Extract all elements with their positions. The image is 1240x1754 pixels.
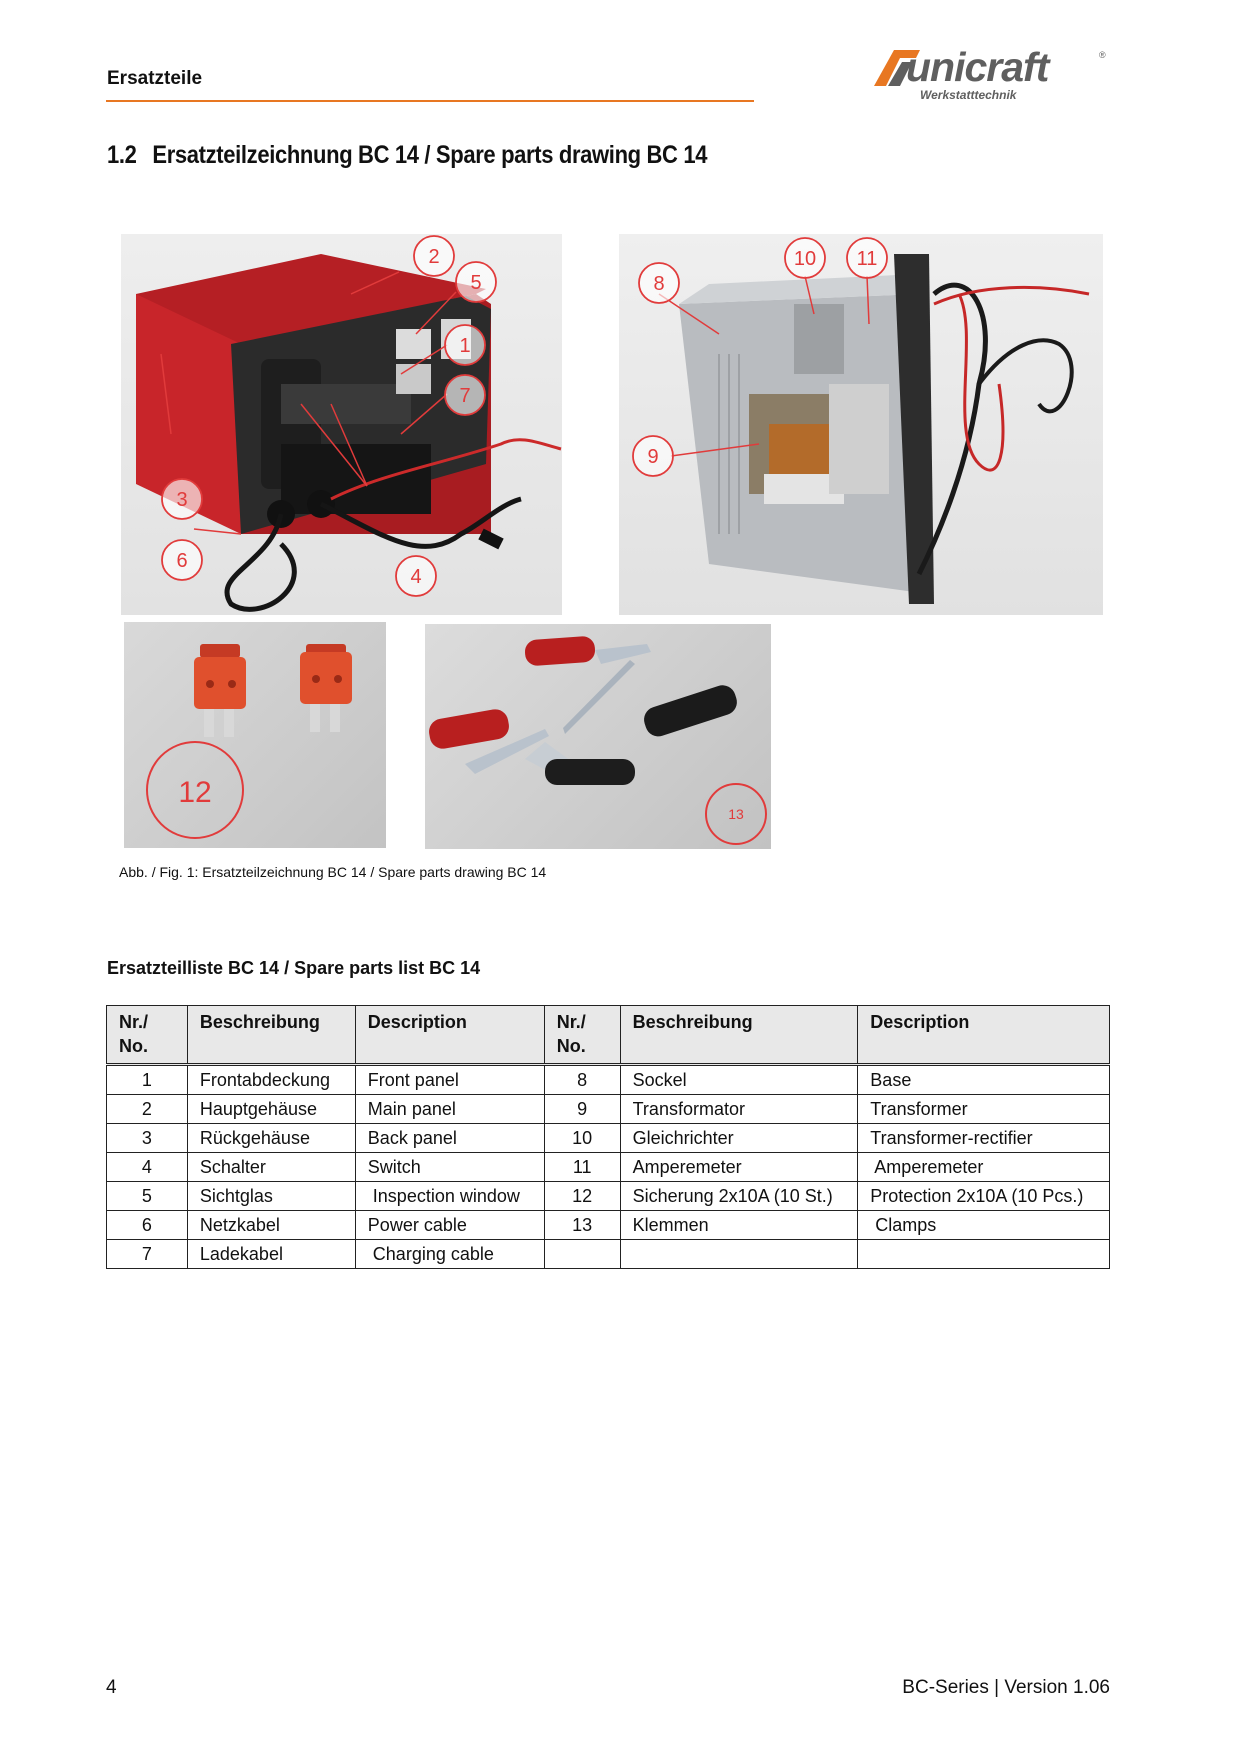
cell-description: Clamps: [858, 1211, 1110, 1240]
cell-description: Charging cable: [355, 1240, 544, 1269]
callout-12: 12: [178, 776, 212, 809]
cell-description: Power cable: [355, 1211, 544, 1240]
footer-version: BC-Series | Version 1.06: [902, 1677, 1110, 1698]
cell-beschreibung: Hauptgehäuse: [187, 1095, 355, 1124]
callout-7: 7: [459, 385, 471, 407]
cell-nr: 6: [107, 1211, 188, 1240]
cell-beschreibung: Netzkabel: [187, 1211, 355, 1240]
table-row: [107, 1211, 1110, 1240]
cell-beschreibung: Schalter: [187, 1153, 355, 1182]
fuses-photo: [124, 622, 386, 848]
cell-nr: 1: [107, 1065, 188, 1095]
cell-beschreibung: Gleichrichter: [620, 1124, 858, 1153]
cell-description: Transformer-rectifier: [858, 1124, 1110, 1153]
cell-nr: 11: [544, 1153, 620, 1182]
logo-registered: ®: [1099, 50, 1106, 60]
cell-beschreibung: Klemmen: [620, 1211, 858, 1240]
cell-description: Back panel: [355, 1124, 544, 1153]
callout-10: 10: [793, 248, 817, 270]
cell-nr: 9: [544, 1095, 620, 1124]
cell-nr: 10: [544, 1124, 620, 1153]
callout-8: 8: [653, 273, 665, 295]
cell-nr: 5: [107, 1182, 188, 1211]
cell-nr: 7: [107, 1240, 188, 1269]
cell-description: Inspection window: [355, 1182, 544, 1211]
table-row: [107, 1153, 1110, 1182]
cell-beschreibung: Rückgehäuse: [187, 1124, 355, 1153]
callout-3: 3: [176, 489, 188, 511]
col-header-beschreibung-2: Beschreibung: [620, 1006, 858, 1065]
col-header-description-2: Description: [858, 1006, 1110, 1065]
parts-list-title: Ersatzteilliste BC 14 / Spare parts list BC 14: [107, 958, 481, 978]
cell-nr: 4: [107, 1153, 188, 1182]
heading-text: Ersatzteilzeichnung BC 14 / Spare parts drawing BC 14: [152, 141, 708, 169]
callout-1: 1: [459, 335, 471, 357]
col-header-beschreibung: Beschreibung: [187, 1006, 355, 1065]
table-row: [107, 1240, 1110, 1269]
table-row: [107, 1124, 1110, 1153]
callout-5: 5: [470, 272, 482, 294]
table-row: [107, 1182, 1110, 1211]
heading-number: 1.2: [107, 141, 137, 169]
cell-description: Main panel: [355, 1095, 544, 1124]
charger-front-photo: [121, 234, 562, 615]
callout-9: 9: [647, 446, 659, 468]
figure-caption: Abb. / Fig. 1: Ersatzteilzeichnung BC 14 / Spare parts drawing BC 14: [119, 864, 547, 880]
cell-nr: 8: [544, 1065, 620, 1095]
cell-description: Base: [858, 1065, 1110, 1095]
cell-nr: 13: [544, 1211, 620, 1240]
cell-description: Protection 2x10A (10 Pcs.): [858, 1182, 1110, 1211]
brand-logo: [872, 44, 1114, 106]
col-header-description: Description: [355, 1006, 544, 1065]
cell-description: [858, 1240, 1110, 1269]
clamps-photo: [425, 624, 771, 849]
page-heading: [107, 141, 707, 170]
callout-4: 4: [410, 566, 422, 588]
table-row: [107, 1065, 1110, 1095]
callout-2: 2: [428, 246, 440, 268]
charger-inside-photo: [619, 234, 1103, 615]
cell-description: Front panel: [355, 1065, 544, 1095]
cell-beschreibung: Sockel: [620, 1065, 858, 1095]
col-header-nr-2: Nr./ No.: [544, 1006, 620, 1065]
table-header-row: [107, 1006, 1110, 1065]
callout-13: 13: [728, 806, 744, 822]
cell-nr: [544, 1240, 620, 1269]
fuse-right: [300, 644, 352, 732]
cell-beschreibung: Amperemeter: [620, 1153, 858, 1182]
section-title: Ersatzteile: [107, 68, 203, 89]
logo-wordmark: unicraft: [906, 44, 1049, 90]
cell-nr: 2: [107, 1095, 188, 1124]
parts-table: [106, 1005, 1110, 1269]
cell-beschreibung: Frontabdeckung: [187, 1065, 355, 1095]
cell-nr: 3: [107, 1124, 188, 1153]
callout-6: 6: [176, 550, 188, 572]
callout-11: 11: [856, 248, 878, 270]
cell-description: Switch: [355, 1153, 544, 1182]
cell-beschreibung: [620, 1240, 858, 1269]
cell-beschreibung: Transformator: [620, 1095, 858, 1124]
cell-beschreibung: Sicherung 2x10A (10 St.): [620, 1182, 858, 1211]
cell-nr: 12: [544, 1182, 620, 1211]
cell-description: Transformer: [858, 1095, 1110, 1124]
fuse-left: [194, 644, 246, 737]
cell-description: Amperemeter: [858, 1153, 1110, 1182]
table-row: [107, 1095, 1110, 1124]
logo-tagline: Werkstatttechnik: [920, 88, 1017, 102]
col-header-nr: Nr./ No.: [107, 1006, 188, 1065]
page-number: 4: [106, 1677, 117, 1698]
cell-beschreibung: Ladekabel: [187, 1240, 355, 1269]
header-rule: [106, 100, 754, 102]
cell-beschreibung: Sichtglas: [187, 1182, 355, 1211]
